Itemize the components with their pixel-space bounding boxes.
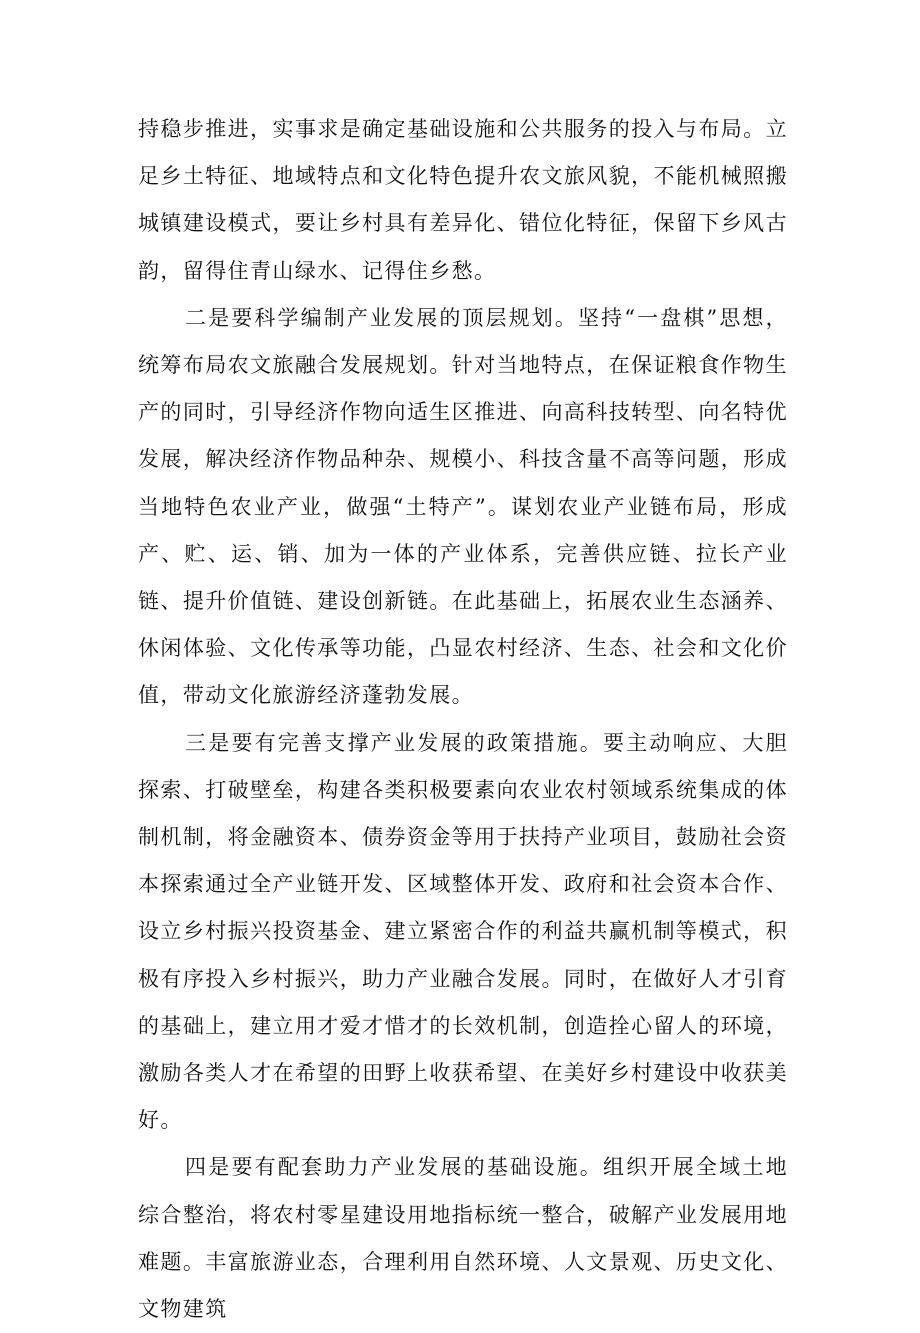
paragraph-policy-measures: 三是要有完善支撑产业发展的政策措施。要主动响应、大胆探索、打破壁垒，构建各类积极要素向农业农村领域系统集成的体制机制，将金融资本、债券资金等用于扶持产业项目，鼓励社会资本探索通过全产业链开发、区域整体开发、政府和社会资本合作、设立乡村振兴投资基金、建立紧密合作的利益共赢机制等模式，积极有序投入乡村振兴，助力产业融合发展。同时，在做好人才引育的基础上，建立用才爱才惜才的长效机制，创造拴心留人的环境，激励各类人才在希望的田野上收获希望、在美好乡村建设中收获美好。 [138,730,788,1133]
paragraph-infrastructure: 四是要有配套助力产业发展的基础设施。组织开展全域土地综合整治，将农村零星建设用地指标统一整合，破解产业发展用地难题。丰富旅游业态，合理利用自然环境、人文景观、历史文化、文物建筑 [138,1155,788,1322]
document-body [138,106,788,1333]
paragraph-continuation: 持稳步推进，实事求是确定基础设施和公共服务的投入与布局。立足乡土特征、地域特点和文化特色提升农文旅风貌，不能机械照搬城镇建设模式，要让乡村具有差异化、错位化特征，保留下乡风古韵，留得住青山绿水、记得住乡愁。 [138,117,788,283]
paragraph-industry-planning: 二是要科学编制产业发展的顶层规划。坚持“一盘棋”思想，统筹布局农文旅融合发展规划。针对当地特点，在保证粮食作物生产的同时，引导经济作物向适生区推进、向高科技转型、向名特优发展，解决经济作物品种杂、规模小、科技含量不高等问题，形成当地特色农业产业，做强“土特产”。谋划农业产业链布局，形成产、贮、运、销、加为一体的产业体系，完善供应链、拉长产业链、提升价值链、建设创新链。在此基础上，拓展农业生态涵养、休闲体验、文化传承等功能，凸显农村经济、生态、社会和文化价值，带动文化旅游经济蓬勃发展。 [138,305,788,708]
